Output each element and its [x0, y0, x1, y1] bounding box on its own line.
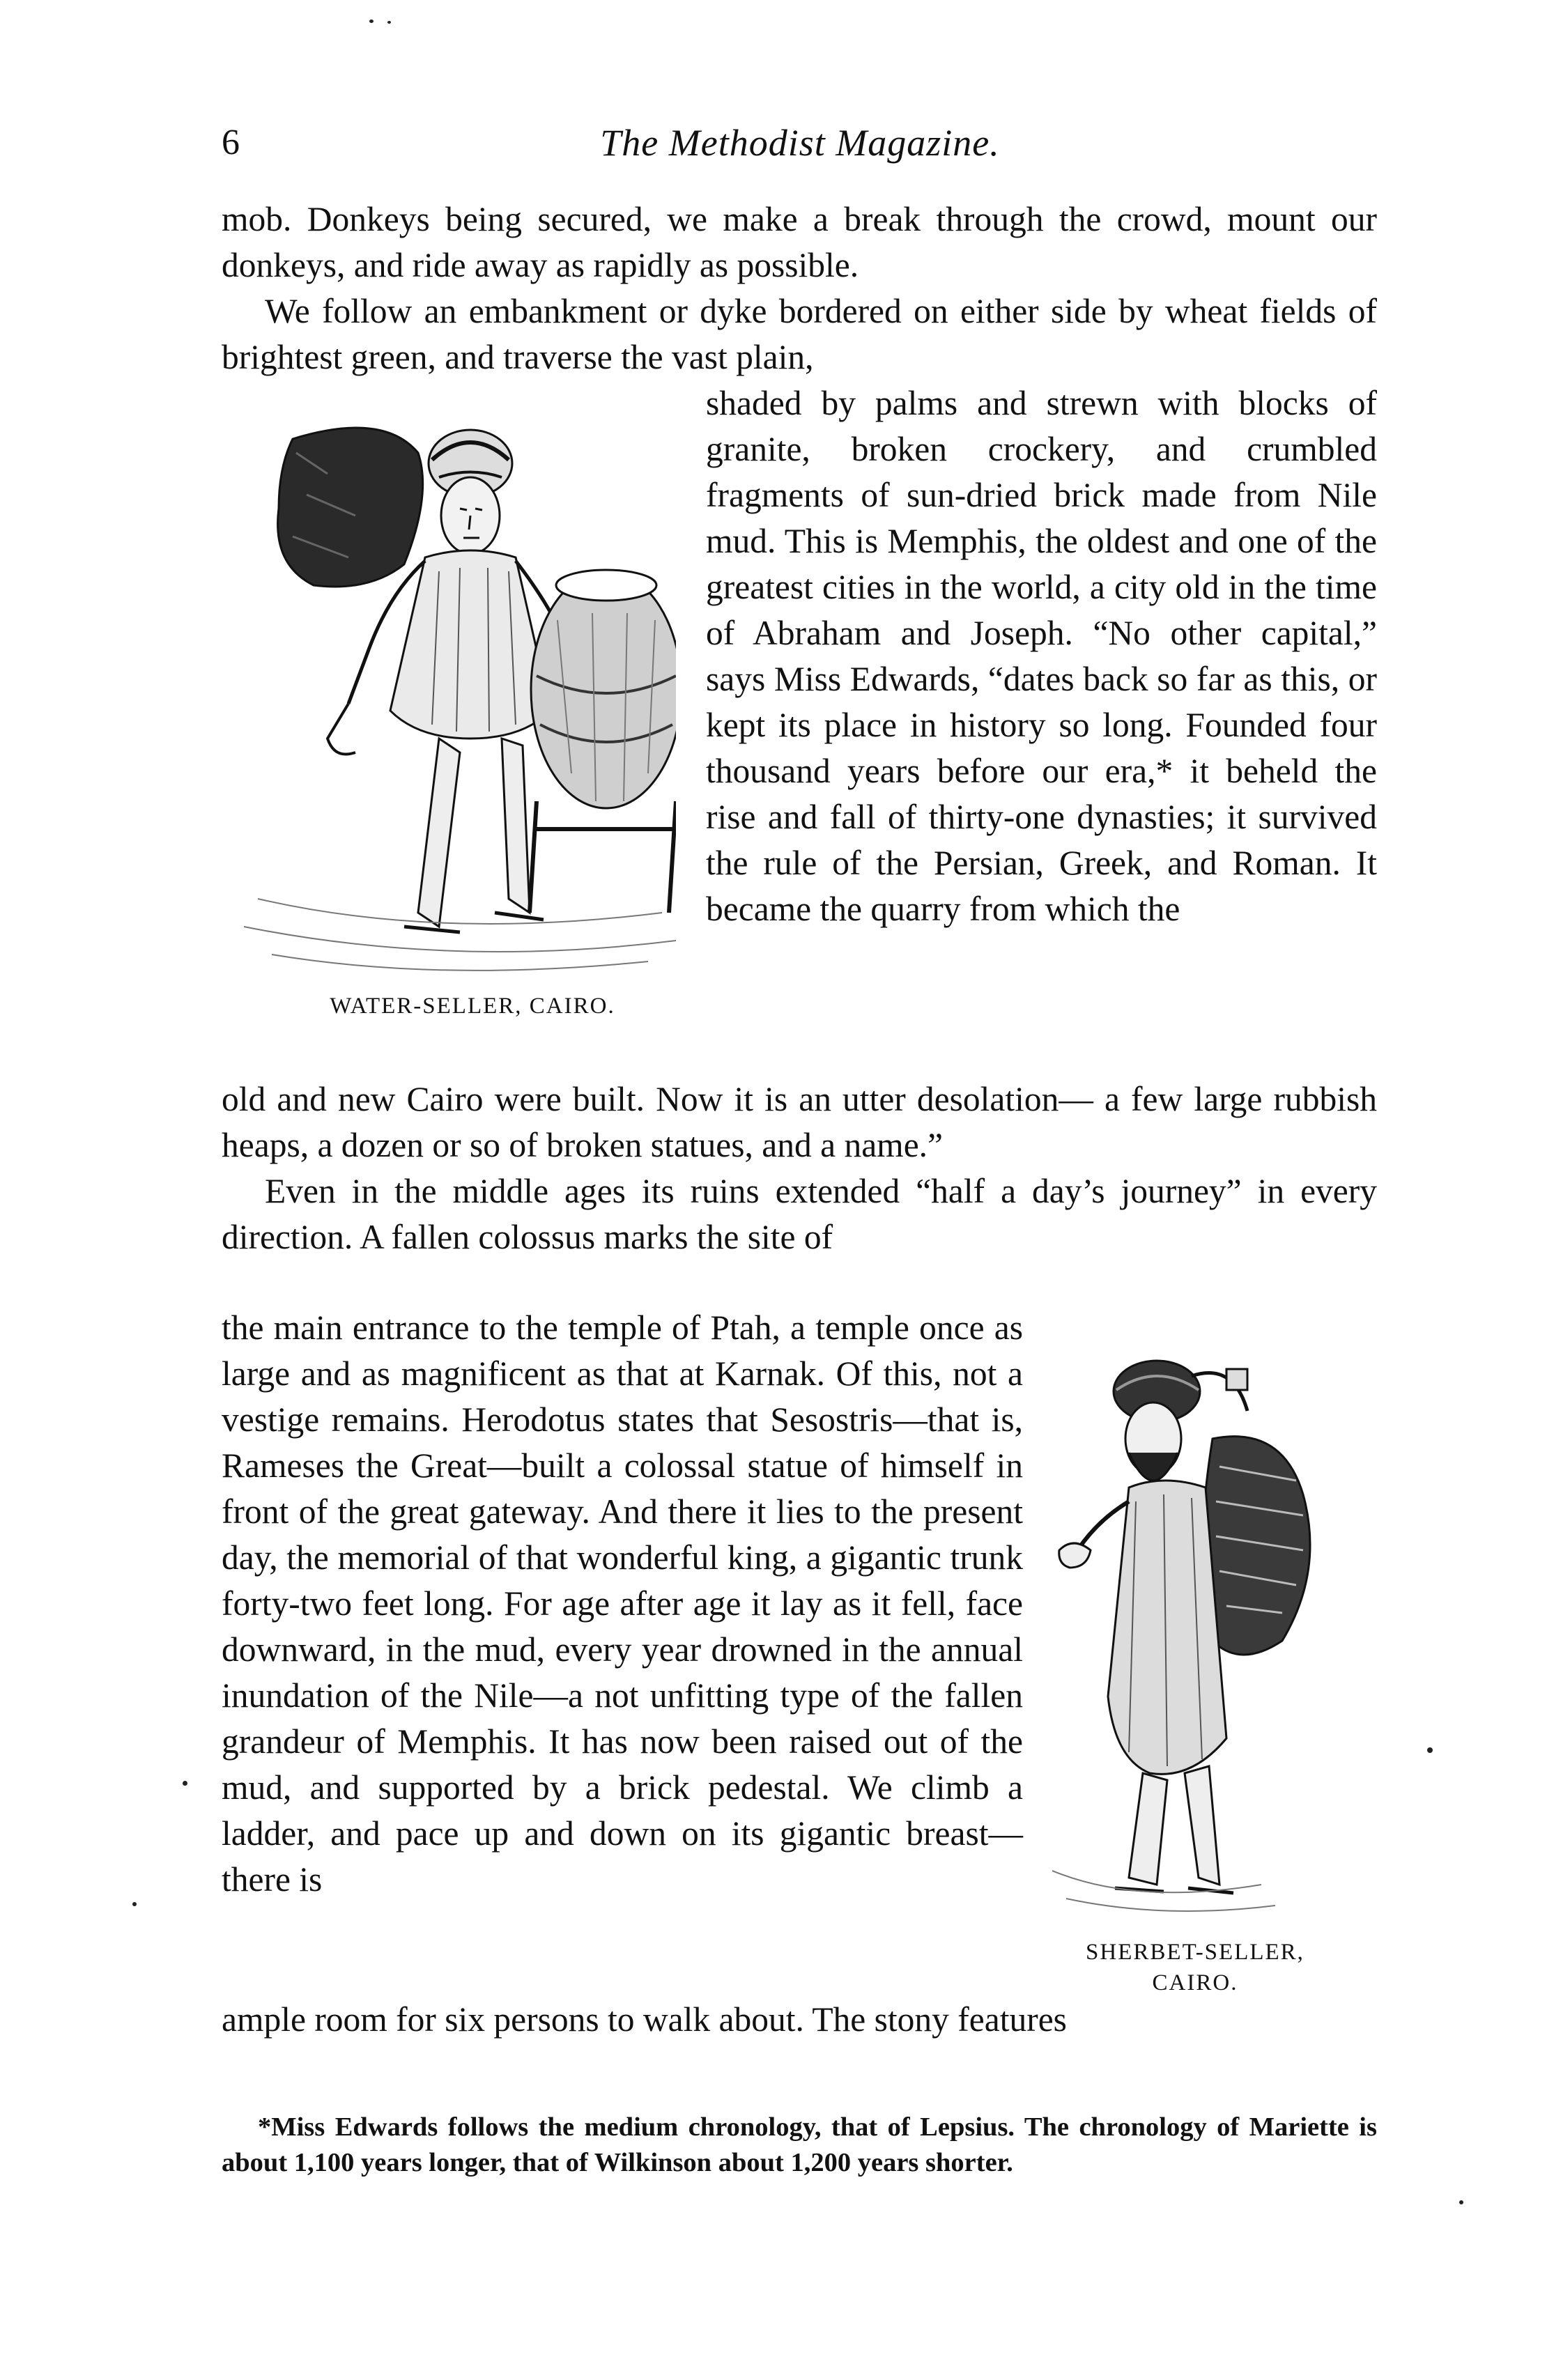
- paragraph-2-end: old and new Cairo were built. Now it is an utter desolation— a few large rubbish heaps, a dozen or so of broken statues, and a name.”: [222, 1080, 1377, 1164]
- ink-speck: [1427, 1747, 1433, 1753]
- magazine-title: The Methodist Magazine.: [600, 122, 1000, 164]
- ink-speck: [183, 1781, 187, 1786]
- ink-speck: [1459, 2200, 1463, 2204]
- text-block-full-width: [222, 1076, 1377, 1260]
- running-header: [222, 118, 1378, 167]
- ink-speck: [132, 1902, 137, 1906]
- text-block-last-line: ample room for six persons to walk about. The stony features: [222, 2000, 1067, 2039]
- paragraph-2-start: We follow an embankment or dyke bordered on either side by wheat fields of brightest green, and traverse the vast plain,: [222, 292, 1377, 376]
- water-seller-illustration: [230, 411, 676, 989]
- sherbet-seller-illustration: [1052, 1348, 1359, 1919]
- page-number: 6: [222, 123, 240, 162]
- paragraph-3-start: Even in the middle ages its ruins extended “half a day’s journey” in every direction. A fallen colossus marks the site of: [222, 1172, 1377, 1256]
- text-block-beside-sherbet-seller: the main entrance to the temple of Ptah, a temple once as large and as magnificent as that at Karnak. Of this, not a vestige remains. Herodotus states that Sesostris—that is, Rameses the Great—built a colossal statue of himself in front of the great gateway. And there it lies to the present day, the memorial of that wonderful king, a gigantic trunk forty-two feet long. For age after age it lay as it fell, face downward, in the mud, every year drowned in the annual inundation of the Nile—a not unfitting type of the fallen grandeur of Memphis. It has now been raised out of the mud, and supported by a brick pedestal. We climb a ladder, and pace up and down on its gigantic breast—there is: [222, 1308, 1023, 1899]
- footnote: *Miss Edwards follows the medium chronology, that of Lepsius. The chronology of Mariette is about 1,100 years longer, that of Wilkinson about 1,200 years shorter.: [222, 2112, 1377, 2177]
- ink-speck: [369, 20, 374, 23]
- water-seller-caption: WATER-SELLER, CAIRO.: [330, 994, 615, 1019]
- text-block-beside-water-seller: shaded by palms and strewn with blocks of granite, broken crockery, and crumbled fragments of sun-dried brick made from Nile mud. This is Memphis, the oldest and one of the greatest cities in the world, a city old in the time of Abraham and Joseph. “No other capital,” says Miss Edwards, “dates back so far as this, or kept its place in history so long. Founded four thousand years before our era,* it beheld the rise and fall of thirty-one dynasties; it survived the rule of the Persian, Greek, and Roman. It became the quarry from which the: [706, 384, 1377, 928]
- ink-speck: [387, 21, 391, 24]
- sherbet-seller-caption-line-2: CAIRO.: [1152, 1970, 1238, 1995]
- paragraph-1: mob. Donkeys being secured, we make a break through the crowd, mount our donkeys, and ride away as rapidly as possible.: [222, 200, 1377, 284]
- text-block-top: [222, 196, 1377, 380]
- sherbet-seller-caption: [1052, 1937, 1338, 1998]
- sherbet-seller-caption-line-1: SHERBET-SELLER,: [1086, 1940, 1304, 1965]
